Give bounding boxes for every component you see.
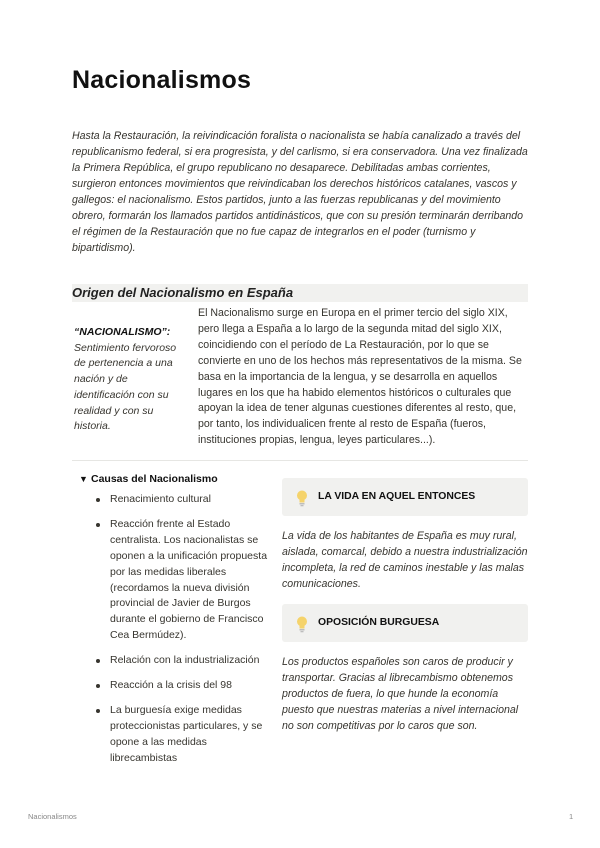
lightbulb-icon [294,615,310,633]
list-item: Reacción a la crisis del 98 [92,678,270,694]
callout-life [282,478,528,516]
callout-opposition-text: Los productos españoles son caros de producir y transportar. Gracias al librecambismo obtenemos productos de fuera, lo que hunde la economía puesto que nuestras materias a nivel internacional no son competitivas por lo caros que son. [282,656,519,732]
causes-toggle[interactable] [79,473,218,485]
definition-block [74,325,188,435]
section-heading [72,284,528,302]
page-title: Nacionalismos [72,66,252,94]
callout-opposition-label: OPOSICIÓN BURGUESA [318,617,440,628]
causes-toggle-label: Causas del Nacionalismo [91,473,218,485]
definition-term: “NACIONALISMO”: [74,326,171,338]
lightbulb-icon [294,489,310,507]
list-item: Relación con la industrialización [92,653,270,669]
causes-list [92,492,270,776]
callout-life-label: LA VIDA EN AQUEL ENTONCES [318,491,476,502]
origin-paragraph: El Nacionalismo surge en Europa en el primer tercio del siglo XIX, pero llega a España a lo largo de la segunda mitad del siglo XIX, coincidiendo con el período de La Restauración, por lo que se convierte en uno de los hechos más representativos de la misma. Se basa en la importancia de la lengua, y se desarrolla en aquellos lugares en los que ha habido elementos históricos o culturales que apoyan la idea de tener algunas cuestiones diferentes al resto, que, por tanto, los individualicen frente al resto de España (fueros, instituciones propias, lengua, leyes particulares...). [198,307,522,447]
list-item: Reacción frente al Estado centralista. Los nacionalistas se oponen a la unificación propuesta por las medidas liberales (recordamos la nueva división provincial de Javier de Burgos durante el gobierno de Francisco Cea Bermúdez). [92,517,270,644]
section-heading-text: Origen del Nacionalismo en España [72,285,294,300]
list-item: La burguesía exige medidas proteccionistas particulares, y se opone a las medidas librecambistas [92,703,270,767]
list-item: Renacimiento cultural [92,492,270,508]
callout-opposition [282,604,528,642]
callout-life-text: La vida de los habitantes de España es muy rural, aislada, comarcal, debido a nuestra industrialización incompleta, la red de caminos inestable y las malas comunicaciones. [282,530,528,590]
triangle-down-icon[interactable]: ▼ [79,474,88,484]
footer-page-number: 1 [569,812,574,821]
definition-text: Sentimiento fervoroso de pertenencia a una nación y de identificación con su realidad y con su historia. [74,341,177,433]
intro-paragraph: Hasta la Restauración, la reivindicación foralista o nacionalista se había canalizado a través del republicanismo federal, si era progresista, y del carlismo, si era conservadora. Una vez finalizada la Primera República, el grupo republicano no desaparece. Debilitadas ambas corrientes, surgieron entonces movimientos que reivindicaban los derechos históricos catalanes, vascos y gallegos: el nacionalismo. Estos partidos, junto a las fuerzas republicanas y del movimiento obrero, formarán los llamados partidos antidinásticos, que con su presión terminarán derribando el régimen de la Restauración que no fue capaz de integrarlos en el poder (turnismo y bipartidismo). [72,130,528,254]
footer-doc-name: Nacionalismos [28,812,77,821]
divider [72,460,528,461]
